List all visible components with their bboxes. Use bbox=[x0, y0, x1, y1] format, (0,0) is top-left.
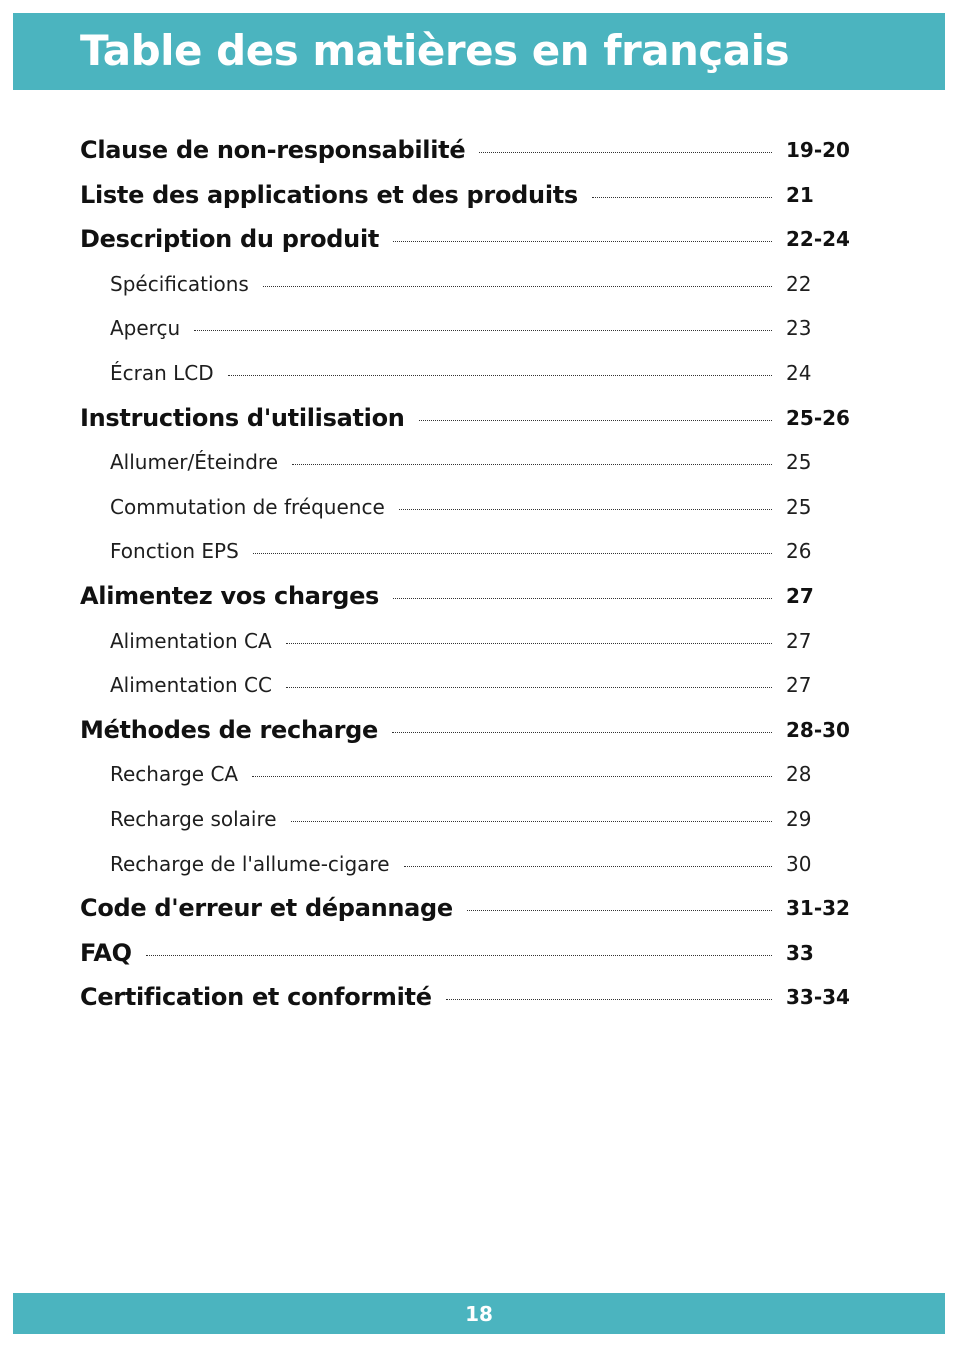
toc-subsection-entry[interactable] bbox=[0, 353, 958, 393]
page-number: 18 bbox=[465, 1302, 493, 1326]
toc-dotted-leader bbox=[467, 910, 772, 911]
toc-entry-page: 25-26 bbox=[786, 405, 850, 430]
toc-subsection-entry[interactable] bbox=[0, 754, 958, 794]
toc-dotted-leader bbox=[393, 241, 772, 242]
toc-dotted-leader bbox=[404, 866, 772, 867]
toc-entry-page: 27 bbox=[786, 673, 812, 698]
toc-entry-page: 27 bbox=[786, 584, 814, 608]
toc-entry-label: Alimentez vos charges bbox=[80, 582, 380, 610]
toc-subsection-entry[interactable] bbox=[0, 665, 958, 705]
toc-entry-page: 26 bbox=[786, 539, 812, 564]
toc-entry-label: Instructions d'utilisation bbox=[80, 403, 405, 432]
toc-entry-label: Commutation de fréquence bbox=[110, 494, 385, 519]
toc-entry-page: 22 bbox=[786, 271, 812, 296]
toc-entry-label: Liste des applications et des produits bbox=[80, 180, 578, 209]
toc-entry-page: 25 bbox=[786, 494, 812, 519]
toc-dotted-leader bbox=[253, 553, 772, 554]
toc-entry-page: 31-32 bbox=[786, 896, 850, 921]
header-band bbox=[13, 13, 945, 90]
toc-section-entry[interactable] bbox=[0, 398, 958, 438]
toc-section-entry[interactable] bbox=[0, 710, 958, 750]
toc-entry-label: Recharge CA bbox=[110, 762, 239, 787]
toc-entry-label: Certification et conformité bbox=[80, 983, 432, 1012]
toc-entry-label: Spécifications bbox=[110, 271, 249, 296]
toc-entry-label: Code d'erreur et dépannage bbox=[80, 894, 453, 923]
toc-entry-label: Méthodes de recharge bbox=[80, 715, 379, 744]
toc-subsection-entry[interactable] bbox=[0, 487, 958, 527]
toc-section-entry[interactable] bbox=[0, 576, 958, 616]
toc-section-entry[interactable] bbox=[0, 130, 958, 170]
toc-entry-label: Fonction EPS bbox=[110, 539, 239, 564]
toc-dotted-leader bbox=[419, 420, 772, 421]
toc-entry-page: 33 bbox=[786, 940, 814, 965]
toc-section-entry[interactable] bbox=[0, 888, 958, 928]
toc-dotted-leader bbox=[286, 687, 772, 688]
toc-entry-page: 21 bbox=[786, 182, 814, 207]
toc-dotted-leader bbox=[194, 330, 772, 331]
toc-dotted-leader bbox=[393, 598, 772, 599]
toc-entry-label: FAQ bbox=[80, 938, 132, 967]
toc-entry-label: Alimentation CA bbox=[110, 628, 272, 653]
toc-dotted-leader bbox=[479, 152, 772, 153]
toc-entry-label: Recharge solaire bbox=[110, 807, 277, 831]
toc-entry-page: 33-34 bbox=[786, 985, 850, 1010]
toc-section-entry[interactable] bbox=[0, 977, 958, 1017]
footer-band bbox=[13, 1293, 945, 1334]
toc-subsection-entry[interactable] bbox=[0, 531, 958, 571]
toc-dotted-leader bbox=[399, 509, 772, 510]
toc-dotted-leader bbox=[252, 776, 772, 777]
toc-entry-page: 28-30 bbox=[786, 717, 850, 742]
toc-subsection-entry[interactable] bbox=[0, 308, 958, 348]
toc-entry-page: 19-20 bbox=[786, 138, 850, 162]
page-title: Table des matières en français bbox=[80, 26, 790, 75]
toc-subsection-entry[interactable] bbox=[0, 844, 958, 884]
toc-entry-page: 25 bbox=[786, 450, 812, 475]
toc-entry-label: Description du produit bbox=[80, 225, 380, 254]
toc-entry-page: 23 bbox=[786, 316, 812, 341]
toc-dotted-leader bbox=[291, 821, 772, 822]
toc-dotted-leader bbox=[263, 286, 772, 287]
toc-dotted-leader bbox=[592, 197, 772, 198]
toc-entry-label: Écran LCD bbox=[110, 361, 214, 385]
toc-entry-page: 27 bbox=[786, 628, 812, 653]
toc-entry-label: Clause de non-responsabilité bbox=[80, 136, 466, 164]
toc-dotted-leader bbox=[286, 643, 772, 644]
toc-dotted-leader bbox=[392, 732, 772, 733]
toc-dotted-leader bbox=[292, 464, 772, 465]
toc-entry-page: 30 bbox=[786, 851, 812, 876]
toc-entry-page: 28 bbox=[786, 762, 812, 787]
toc-section-entry[interactable] bbox=[0, 175, 958, 215]
toc-entry-label: Recharge de l'allume-cigare bbox=[110, 851, 390, 876]
toc-entry-label: Allumer/Éteindre bbox=[110, 450, 279, 475]
toc-entry-page: 22-24 bbox=[786, 227, 850, 252]
toc-entry-label: Aperçu bbox=[110, 316, 181, 341]
toc-entry-label: Alimentation CC bbox=[110, 673, 272, 698]
toc-section-entry[interactable] bbox=[0, 933, 958, 973]
toc-entry-page: 24 bbox=[786, 361, 812, 385]
toc-section-entry[interactable] bbox=[0, 219, 958, 259]
toc-dotted-leader bbox=[146, 955, 772, 956]
toc-subsection-entry[interactable] bbox=[0, 442, 958, 482]
toc-subsection-entry[interactable] bbox=[0, 264, 958, 304]
toc-entry-page: 29 bbox=[786, 807, 812, 831]
toc-dotted-leader bbox=[228, 375, 772, 376]
toc-dotted-leader bbox=[446, 999, 772, 1000]
toc-subsection-entry[interactable] bbox=[0, 621, 958, 661]
toc-subsection-entry[interactable] bbox=[0, 799, 958, 839]
